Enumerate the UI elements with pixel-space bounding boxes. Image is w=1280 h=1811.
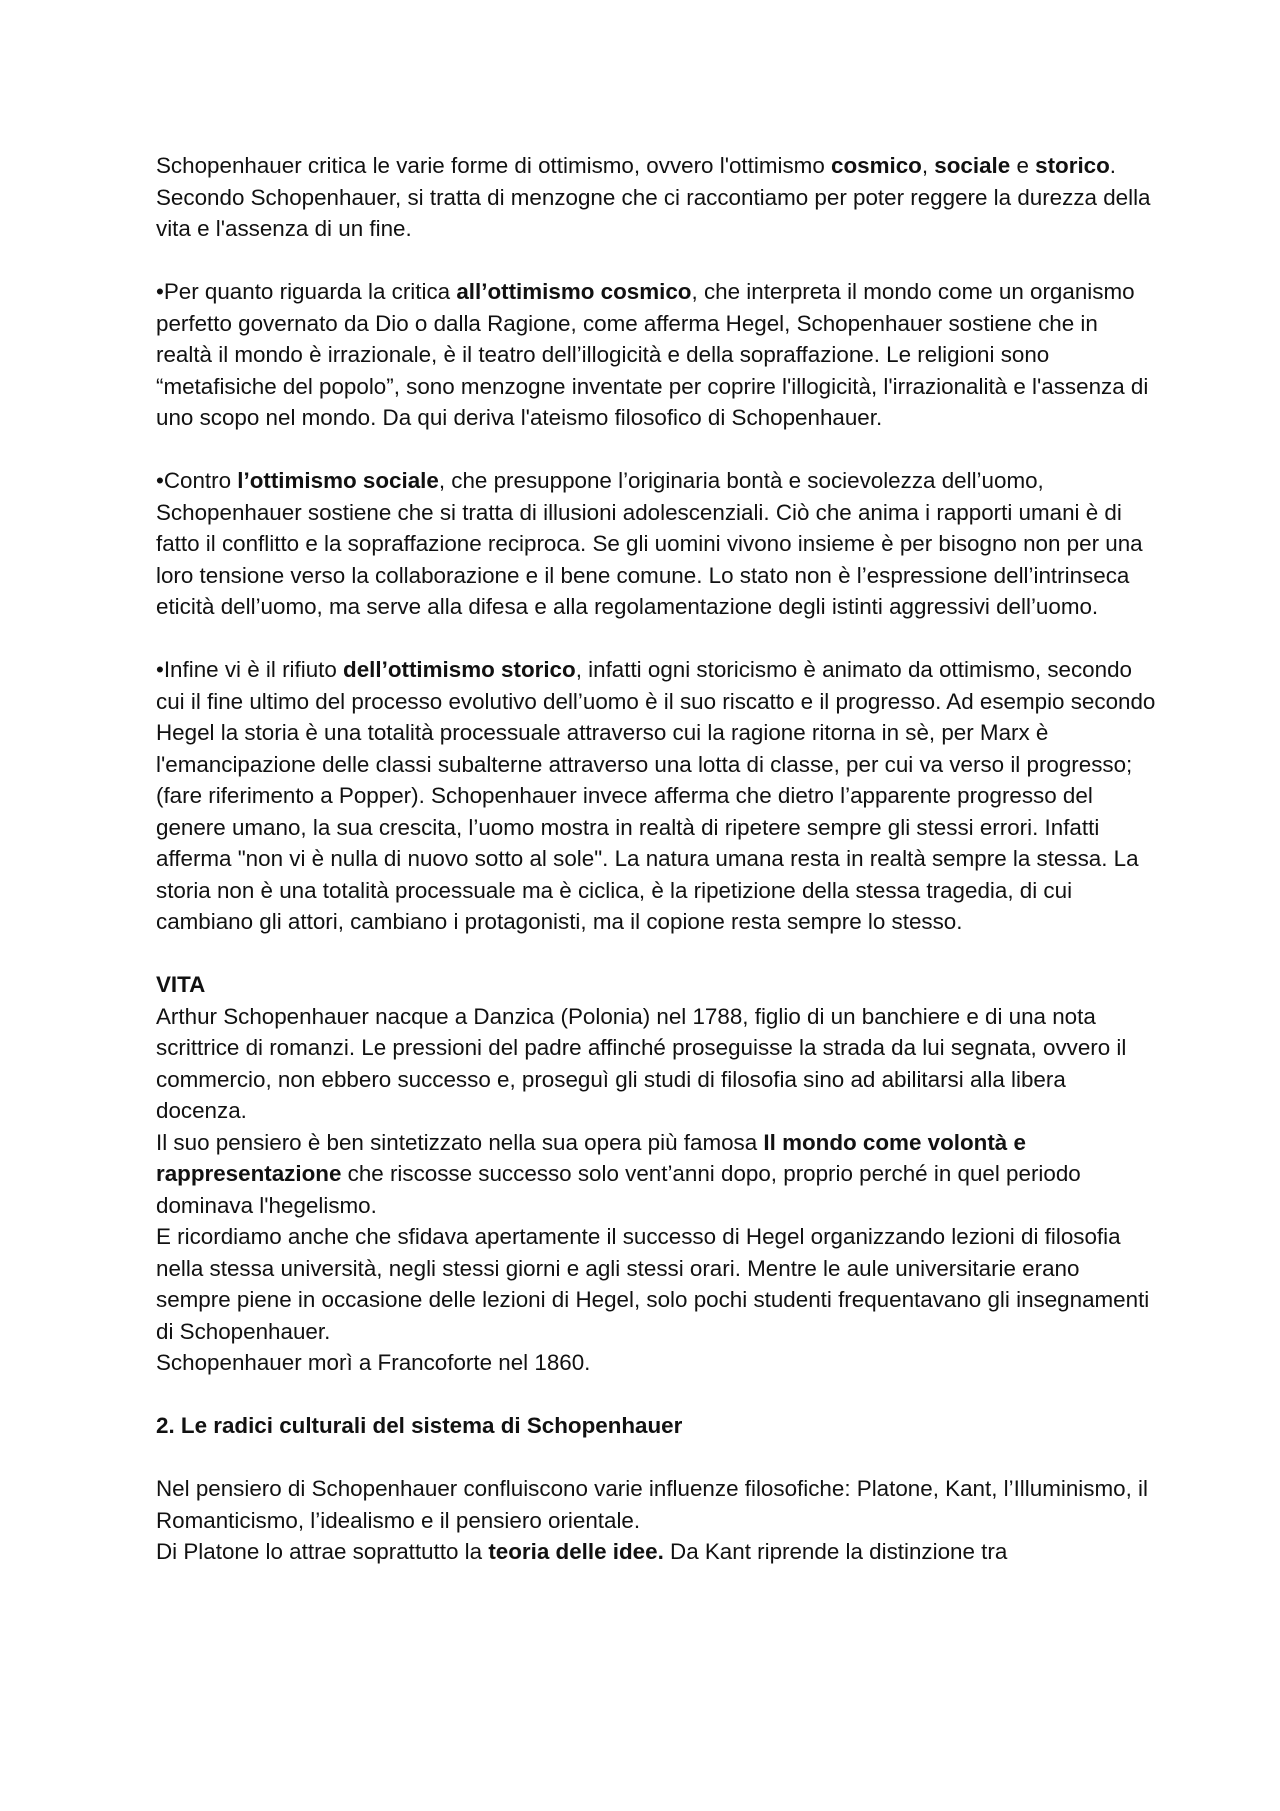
text: , che presuppone l’originaria bontà e socievolezza dell’uomo, Schopenhauer sostiene che si tratta di illusioni adolescenziali. Ciò che anima i rapporti umani è di fatto il conflitto e la sopraffazione reciproca. Se gli uomini vivono insieme è per bisogno non per una loro tensione verso la collaborazione e il bene comune. Lo stato non è l’espressione dell’intrinseca eticità dell’uomo, ma serve alla difesa e alla regolamentazione degli istinti aggressivi dell’uomo. — [156, 468, 1143, 619]
text: che riscosse successo solo vent’anni dopo, proprio perché in quel periodo dominava l'hegelismo. — [156, 1161, 1081, 1218]
paragraph-historical-optimism — [156, 654, 1156, 938]
spacer — [156, 1379, 1156, 1411]
heading-text: VITA — [156, 972, 206, 997]
text: Di Platone lo attrae soprattutto la — [156, 1539, 489, 1564]
spacer — [156, 938, 1156, 970]
text: e — [1010, 153, 1036, 178]
text: •Contro — [156, 468, 238, 493]
bold-ottimismo-cosmico: all’ottimismo cosmico — [456, 279, 692, 304]
bold-opera-title: Il mondo come volontà e rappresentazione — [156, 1129, 1026, 1186]
text: •Per quanto riguarda la critica — [156, 279, 457, 304]
text: Da Kant riprende la distinzione tra — [663, 1539, 1008, 1564]
bold-sociale: sociale — [934, 153, 1011, 178]
bold-teoria-idee: teoria delle idee. — [488, 1539, 664, 1564]
paragraph-social-optimism — [156, 465, 1156, 623]
spacer — [156, 623, 1156, 655]
bold-ottimismo-storico: dell’ottimismo storico — [343, 657, 576, 682]
paragraph-vita-work — [156, 1127, 1156, 1222]
paragraph-vita-birth: Arthur Schopenhauer nacque a Danzica (Polonia) nel 1788, figlio di un banchiere e di una nota scrittrice di romanzi. Le pressioni del padre affinché proseguisse la strada da lui segnata, ovvero il commercio, non ebbero successo e, proseguì gli studi di filosofia sino ad abilitarsi alla libera docenza. — [156, 1003, 1127, 1123]
document-page — [156, 150, 1156, 1568]
text: Schopenhauer critica le varie forme di ottimismo, ovvero l'ottimismo — [156, 153, 831, 178]
bold-ottimismo-sociale: l’ottimismo sociale — [237, 468, 439, 493]
spacer — [156, 1442, 1156, 1474]
paragraph-vita-death: Schopenhauer morì a Francoforte nel 1860. — [156, 1350, 591, 1375]
text: •Infine vi è il rifiuto — [156, 657, 344, 682]
heading-text: 2. Le radici culturali del sistema di Schopenhauer — [156, 1413, 683, 1438]
bold-storico: storico — [1035, 153, 1110, 178]
spacer — [156, 245, 1156, 277]
paragraph-optimism-intro — [156, 150, 1156, 245]
spacer — [156, 434, 1156, 466]
paragraph-influences: Nel pensiero di Schopenhauer confluiscono varie influenze filosofiche: Platone, Kant, l’Illuminismo, il Romanticismo, l’idealismo e il pensiero orientale. — [156, 1476, 1148, 1533]
text: , — [921, 153, 935, 178]
paragraph-cosmic-optimism — [156, 276, 1156, 434]
section-heading-radici — [156, 1410, 1156, 1442]
text: , che interpreta il mondo come un organismo perfetto governato da Dio o dalla Ragione, come afferma Hegel, Schopenhauer sostiene che in realtà il mondo è irrazionale, è il teatro dell’illogicità e della sopraffazione. Le religioni sono “metafisiche del popolo”, sono menzogne inventate per coprire l'illogicità, l'irrazionalità e l'assenza di uno scopo nel mondo. Da qui deriva l'ateismo filosofico di Schopenhauer. — [156, 279, 1149, 430]
paragraph-platone-kant — [156, 1536, 1156, 1568]
section-heading-vita — [156, 969, 1156, 1001]
text: . Secondo Schopenhauer, si tratta di menzogne che ci raccontiamo per poter reggere la durezza della vita e l'assenza di un fine. — [156, 153, 1151, 241]
text: , infatti ogni storicismo è animato da ottimismo, secondo cui il fine ultimo del processo evolutivo dell’uomo è il suo riscatto e il progresso. Ad esempio secondo Hegel la storia è una totalità processuale attraverso cui la ragione ritorna in sè, per Marx è l'emancipazione delle classi subalterne attraverso una lotta di classe, per cui va verso il progresso; (fare riferimento a Popper). Schopenhauer invece afferma che dietro l’apparente progresso del genere umano, la sua crescita, l’uomo mostra in realtà di ripetere sempre gli stessi errori. Infatti afferma "non vi è nulla di nuovo sotto al sole". La natura umana resta in realtà sempre la stessa. La storia non è una totalità processuale ma è ciclica, è la ripetizione della stessa tragedia, di cui cambiano gli attori, cambiano i protagonisti, ma il copione resta sempre lo stesso. — [156, 657, 1156, 934]
bold-cosmico: cosmico — [831, 153, 922, 178]
text: Il suo pensiero è ben sintetizzato nella sua opera più famosa — [156, 1129, 764, 1155]
paragraph-vita-hegel: E ricordiamo anche che sfidava apertamente il successo di Hegel organizzando lezioni di filosofia nella stessa università, negli stessi giorni e agli stessi orari. Mentre le aule universitarie erano sempre piene in occasione delle lezioni di Hegel, solo pochi studenti frequentavano gli insegnamenti di Schopenhauer. — [156, 1224, 1150, 1344]
